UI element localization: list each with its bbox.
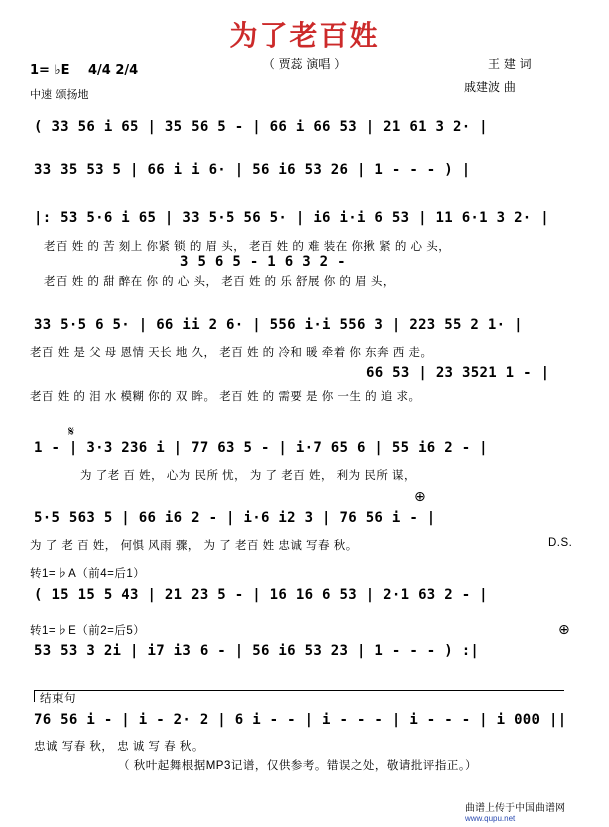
time-signature: 4/4 2/4 (88, 63, 139, 78)
notation-row: 5·5 563 5 | 66 i6 2 - | i·6 i2 3 | 76 56 i - | (34, 510, 436, 526)
notation-row: 33 35 53 5 | 66 i i 6· | 56 i6 53 26 | 1 - - - ) | (34, 162, 471, 178)
composer: 戚建波 曲 (464, 80, 516, 94)
site-watermark (465, 799, 605, 823)
modulation-label: 转1=♭A（前4=后1） (30, 568, 146, 580)
segno-icon: 𝄋 (68, 424, 75, 440)
site-name: 曲谱上传于中国曲谱网 (465, 803, 565, 814)
singer-line: （ 贾蕊 演唱 ） (262, 57, 347, 71)
tempo-marking: 中速 颂扬地 (30, 88, 89, 101)
page-title: 为了老百姓 (229, 19, 380, 52)
lyric-line: 忠诚 写春 秋， 忠 诚 写 春 秋。 (34, 741, 204, 753)
notation-row: 33 5·5 6 5· | 66 ii 2 6· | 556 i·i 556 3 | 223 55 2 1· | (34, 317, 523, 333)
notation-row: |: 53 5·6 i 65 | 33 5·5 56 5· | i6 i·i 6 53 | 11 6·1 3 2· | (34, 210, 549, 226)
key-signature: 1= ♭E (30, 63, 70, 78)
lyric-line: 为 了老 百 姓， 心为 民所 忧， 为 了 老百 姓， 利为 民所 谋， (80, 470, 417, 482)
transcriber-note: （ 秋叶起舞根据MP3记谱，仅供参考。错误之处，敬请批评指正。） (118, 760, 478, 772)
notation-row: 53 53 3 2i | i7 i3 6 - | 56 i6 53 23 | 1 - - - ) :| (34, 643, 480, 659)
lyric-line: 老百 姓 的 甜 醉在 你 的 心 头， 老百 姓 的 乐 舒展 你 的 眉 头， (44, 276, 395, 288)
coda-icon: ⊕ (414, 489, 426, 505)
ending-bracket-line (34, 690, 564, 691)
notation-row: 1 - | 3·3 236 i | 77 63 5 - | i·7 65 6 | 55 i6 2 - | (34, 440, 488, 456)
lyricist: 王 建 词 (488, 57, 532, 71)
notation-row: ( 33 56 i 65 | 35 56 5 - | 66 i 66 53 | 21 61 3 2· | (34, 119, 488, 135)
alt-notation: 3 5 6 5 - 1 6 3 2 - (180, 254, 346, 270)
modulation-label: 转1=♭E（前2=后5） (30, 625, 146, 637)
coda-icon: ⊕ (558, 622, 570, 638)
lyric-line: 老百 姓 是 父 母 恩情 天长 地 久， 老百 姓 的 冷和 暖 牵着 你 东奔 西 走。 (30, 347, 433, 359)
alt-notation: 66 53 | 23 3521 1 - | (366, 365, 550, 381)
lyric-line: 老百 姓 的 泪 水 模糊 你的 双 眸。 老百 姓 的 需要 是 你 一生 的 追 求。 (30, 391, 421, 403)
notation-row: 76 56 i - | i - 2· 2 | 6 i - - | i - - - | i - - - | i 000 || (34, 712, 567, 728)
ending-bracket-tick (34, 690, 35, 702)
ds-marking: D.S. (548, 537, 573, 549)
lyric-line: 老百 姓 的 苦 刻上 你紧 锁 的 眉 头， 老百 姓 的 难 装在 你揪 紧 的 心 头， (44, 241, 451, 253)
site-url: www.qupu.net (465, 814, 516, 823)
lyric-line: 为 了 老 百 姓， 何惧 风雨 骤， 为 了 老百 姓 忠诚 写春 秋。 (30, 540, 358, 552)
notation-row: ( 15 15 5 43 | 21 23 5 - | 16 16 6 53 | 2·1 63 2 - | (34, 587, 488, 603)
ending-label: 结束句 (40, 693, 76, 705)
